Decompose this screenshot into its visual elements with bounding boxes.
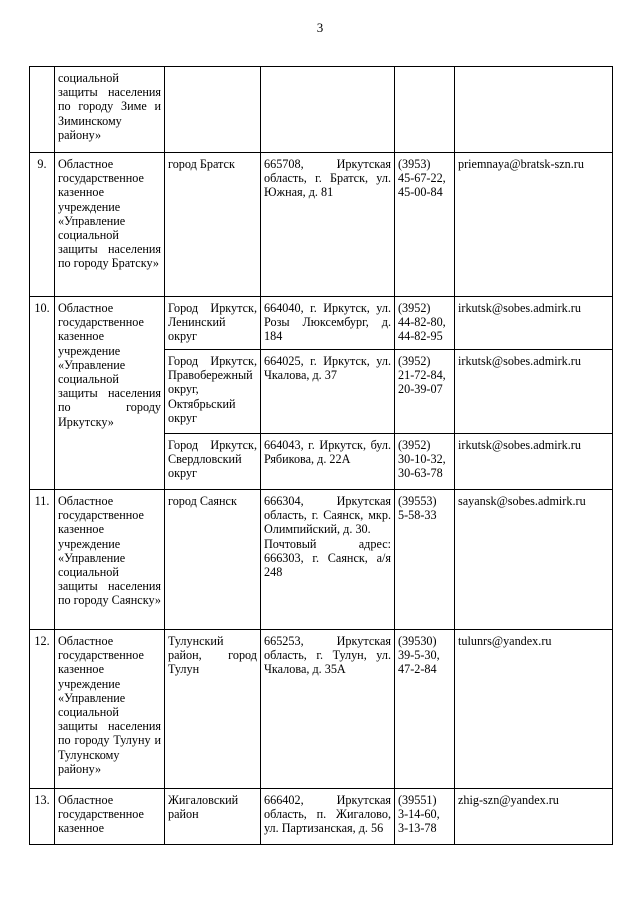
email: irkutsk@sobes.admirk.ru (455, 434, 613, 490)
table-row (30, 67, 613, 153)
phone-line: (39551) (398, 793, 437, 807)
service-area: город Братск (165, 153, 261, 297)
phone-line: 21-72-84, (398, 368, 446, 383)
email (455, 67, 613, 153)
table-row (30, 789, 613, 845)
service-area: город Саянск (165, 490, 261, 630)
row-number: 13. (30, 789, 55, 845)
address-main: 666304, Иркутская область, г. Саянск, мкр. Олимпийский, д. 30. (264, 494, 391, 537)
address: 665708, Иркутская область, г. Братск, ул. Южная, д. 81 (261, 153, 395, 297)
table-row (30, 153, 613, 297)
phone-line: 44-82-80, (398, 315, 446, 330)
address: 666402, Иркутская область, п. Жигалово, ул. Партизанская, д. 56 (261, 789, 395, 845)
phone (395, 350, 455, 434)
phone (395, 297, 455, 350)
phone (395, 153, 455, 297)
service-area: Город Иркутск, Ленинский округ (165, 297, 261, 350)
phone-line: 5-58-33 (398, 508, 437, 523)
email: irkutsk@sobes.admirk.ru (455, 350, 613, 434)
address (261, 67, 395, 153)
email: irkutsk@sobes.admirk.ru (455, 297, 613, 350)
phone-line: 47-2-84 (398, 662, 437, 677)
institutions-table (29, 66, 613, 845)
phone (395, 789, 455, 845)
page-number: 3 (316, 20, 324, 35)
email: zhig-szn@yandex.ru (455, 789, 613, 845)
postal-address: Почтовый адрес: 666303, г. Саянск, а/я 248 (264, 536, 391, 580)
row-number: 9. (30, 153, 55, 297)
phone-line: 30-63-78 (398, 466, 443, 481)
phone-line: (3952) (398, 301, 431, 315)
service-area: Жигаловский район (165, 789, 261, 845)
phone-line: 30-10-32, (398, 452, 446, 467)
row-number: 11. (30, 490, 55, 630)
service-area (165, 67, 261, 153)
phone-line: (39553) (398, 494, 437, 508)
phone-line: 45-00-84 (398, 185, 443, 200)
table-row (30, 490, 613, 630)
address: 665253, Иркутская область, г. Тулун, ул. Чкалова, д. 35А (261, 630, 395, 789)
row-number: 12. (30, 630, 55, 789)
phone-line: (3953) (398, 157, 431, 171)
email: priemnaya@bratsk-szn.ru (455, 153, 613, 297)
address (261, 490, 395, 630)
institution-name: Областное государственное казенное (55, 789, 165, 845)
phone-line: (3952) (398, 438, 431, 452)
address: 664043, г. Иркутск, бул. Рябикова, д. 22А (261, 434, 395, 490)
row-number: 10. (30, 297, 55, 490)
table-row (30, 630, 613, 789)
phone-line: 3-14-60, (398, 807, 440, 822)
email: sayansk@sobes.admirk.ru (455, 490, 613, 630)
service-area: Город Иркутск, Правобережный округ, Октябрьский округ (165, 350, 261, 434)
institution-name: Областное государственное казенное учреждение «Управление социальной защиты населения по городу Братску» (55, 153, 165, 297)
phone-line: 45-67-22, (398, 171, 446, 186)
phone (395, 67, 455, 153)
address: 664040, г. Иркутск, ул. Розы Люксембург, д. 184 (261, 297, 395, 350)
phone (395, 630, 455, 789)
email: tulunrs@yandex.ru (455, 630, 613, 789)
institution-name: Областное государственное казенное учреждение «Управление социальной защиты населения по городу Иркутску» (55, 297, 165, 490)
service-area: Город Иркутск, Свердловский округ (165, 434, 261, 490)
service-area: Тулунский район, город Тулун (165, 630, 261, 789)
institution-name: Областное государственное казенное учреждение «Управление социальной защиты населения по городу Тулуну и Тулунскому району» (55, 630, 165, 789)
institution-name: социальной защиты населения по городу Зиме и Зиминскому району» (55, 67, 165, 153)
phone-line: 39-5-30, (398, 648, 440, 663)
row-number (30, 67, 55, 153)
address: 664025, г. Иркутск, ул. Чкалова, д. 37 (261, 350, 395, 434)
institution-name: Областное государственное казенное учреждение «Управление социальной защиты населения по городу Саянску» (55, 490, 165, 630)
phone-line: (39530) (398, 634, 437, 648)
phone (395, 434, 455, 490)
phone-line: 3-13-78 (398, 821, 437, 836)
phone-line: (3952) (398, 354, 431, 368)
phone-line: 44-82-95 (398, 329, 443, 344)
phone (395, 490, 455, 630)
phone-line: 20-39-07 (398, 382, 443, 397)
table-row (30, 297, 613, 350)
